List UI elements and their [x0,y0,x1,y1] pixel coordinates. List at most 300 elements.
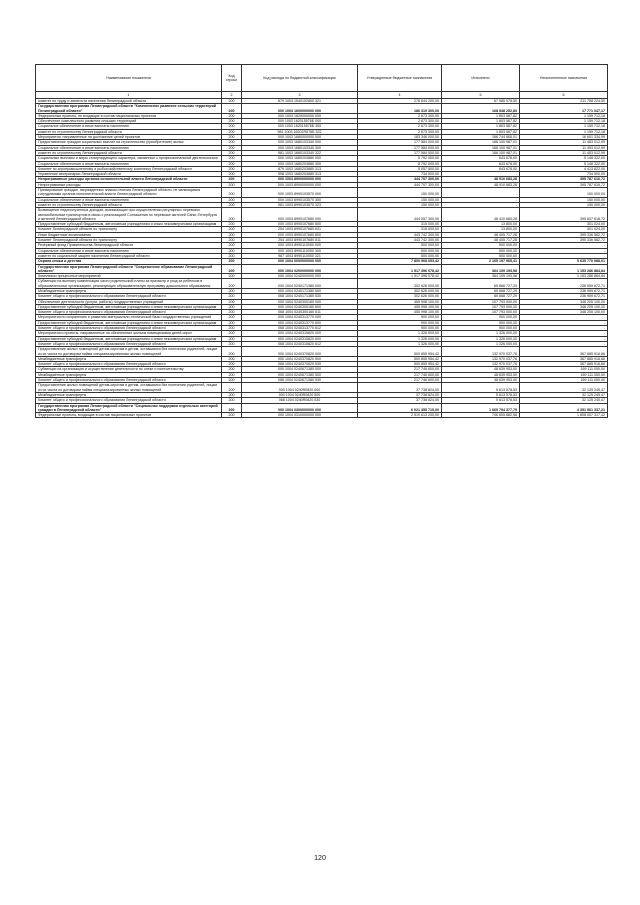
cell-approved: 278 844 200,00 [358,99,442,104]
cell-approved: 7 800 968 653,42 [358,259,442,264]
cell-executed: 900 000,00 [442,326,520,331]
cell-name: Предоставление жилых помещений детям-сиротам и детям, оставшимся без попечения родителей, лицам из их числа по договорам найма специализированных жилых помещений [36,383,222,393]
cell-executed: 107 793 000,00 [442,310,520,315]
cell-row-code: 200 [222,248,242,253]
cell-approved: 37 738 824,00 [358,383,442,393]
cell-kbk: 000 1003 8990107680 800 [242,232,358,237]
cell-executed: 500 000,00 [442,253,520,258]
cell-approved: 455 998 100,00 [358,304,442,309]
cell-executed: 48 405 717,28 [442,238,520,243]
cell-name: Межбюджетные трансферты [36,288,222,293]
cell-approved: 2 519 613 200,00 [358,413,442,418]
cell-kbk: 000 1003 1680103340 300 [242,145,358,150]
cell-kbk: 000 1004 0200000000 000 [242,264,358,274]
cell-name: Непрограммные расходы органов исполнительной власти Ленинградской области [36,177,222,182]
column-index: 2 [222,92,242,99]
cell-kbk: 000 1004 0240000000 000 [242,274,358,279]
cell-row-code: 200 [222,222,242,227]
cell-remaining: 32 125 245,47 [520,383,608,393]
column-index: 5 [442,92,520,99]
cell-kbk: 068 1004 0240671380 530 [242,378,358,383]
cell-executed: 48 910 683,28 [442,177,520,182]
table-row [36,279,608,289]
cell-name: Межбюджетные трансферты [36,392,222,397]
cell-executed: 132 970 037,76 [442,356,520,361]
cell-name: Комитет общего и профессионального образования Ленинградской области [36,294,222,299]
cell-approved: 150 000,00 [358,188,442,198]
cell-kbk: 000 1003 8900000000 000 [242,177,358,182]
cell-remaining: 1 808 007 317,42 [520,413,608,418]
cell-kbk: 000 1004 0240671380 500 [242,372,358,377]
cell-remaining: 11 483 012,99 [520,140,608,145]
cell-remaining: 1 159 712,18 [520,129,608,134]
cell-executed: 1 803 587,82 [442,113,520,118]
cell-remaining: 301 024,00 [520,227,608,232]
cell-name: Предоставление граждан социальных выплат на строительство (приобретение) жилья [36,140,222,145]
cell-executed: 48 639 953,00 [442,378,520,383]
cell-executed: 5 613 578,53 [442,398,520,403]
cell-name: Социальное обеспечение и иные выплаты населению [36,124,222,129]
cell-kbk: 068 1004 0240R0820 530 [242,398,358,403]
cell-kbk: 254 1003 8990107680 811 [242,238,358,243]
cell-name: Предоставление жилых помещений детям-сиротам и детям, оставшимся без попечения родителей, лицам из их числа по договорам найма специализированных жилых помещений [36,347,222,357]
cell-approved: 1 326 000,00 [358,331,442,336]
cell-name: Предоставление субсидий бюджетным, автономным учреждениям и иным некоммерческим организациям [36,222,222,227]
cell-executed: 643 678,00 [442,166,520,171]
report-sheet [35,64,607,418]
cell-remaining: 1 153 286 884,84 [520,274,608,279]
cell-row-code: 200 [222,299,242,304]
cell-remaining: 395 637 616,72 [520,208,608,222]
cell-remaining: 32 125 245,47 [520,398,608,403]
cell-remaining: 236 959 672,71 [520,294,608,299]
cell-executed: 48 910 683,28 [442,182,520,187]
cell-remaining: - [520,243,608,248]
cell-executed: 166 744 665,01 [442,135,520,140]
cell-row-code: 200 [222,403,242,413]
cell-name: Межбюджетные трансферты [36,372,222,377]
cell-name: комитет по социальной защите населения Ленинградской области [36,253,222,258]
cell-executed: 107 793 000,00 [442,299,520,304]
cell-name: Социальное обеспечение и иные выплаты населению [36,197,222,202]
page-number: 120 [314,855,326,862]
cell-row-code: 200 [222,253,242,258]
cell-kbk: 000 1003 162015576Б 300 [242,124,358,129]
cell-name: Возмещение недополученных доходов, возникающих при осуществлении регулярных перевозок автомобильным транспортом в связи с реализацией Соглашения по перевозке жителей Санкт-Петербурга и жителей Ленинградской области [36,208,222,222]
cell-approved: 302 626 000,00 [358,294,442,299]
cell-executed: 168 548 252,83 [442,104,520,114]
cell-row-code: 200 [222,113,242,118]
cell-executed: 900 000,00 [442,315,520,320]
cell-remaining: 4 413 822,00 [520,166,608,171]
cell-remaining: 150 000,00 [520,197,608,202]
cell-executed: 166 100 987,01 [442,150,520,155]
cell-remaining: 169 111 050,00 [520,378,608,383]
table-header [36,65,608,92]
cell-row-code: 200 [222,104,242,114]
cell-kbk: 000 1003 8990000000 000 [242,182,358,187]
cell-row-code: 200 [222,99,242,104]
cell-remaining: 11 453 012,99 [520,150,608,155]
cell-executed: 65 668 727,29 [442,279,520,289]
cell-executed: 132 970 037,76 [442,347,520,357]
cell-approved: 444 707 300,00 [358,182,442,187]
cell-approved: 177 584 000,00 [358,145,442,150]
cell-name: Комитет общего и профессионального образования Ленинградской области [36,378,222,383]
cell-name: Комитет общего и профессионального образования Ленинградской области [36,398,222,403]
cell-approved: 150 000,00 [358,197,442,202]
cell-remaining: - [520,248,608,253]
cell-name: Социальное обеспечение и иные выплаты населению [36,248,222,253]
cell-name: Предоставление субсидий бюджетным, автономным учреждениям и иным некоммерческим организациям [36,304,222,309]
cell-kbk: 000 1003 8990107680 600 [242,222,358,227]
cell-row-code: 200 [222,177,242,182]
cell-approved: 150 000,00 [358,202,442,207]
cell-executed: 364 109 193,58 [442,274,520,279]
cell-name: Предоставление субсидий бюджетным, автономным учреждениям и иным некоммерческим организациям [36,320,222,325]
table-row [36,208,608,222]
cell-remaining: 5 635 770 988,01 [520,259,608,264]
cell-approved: 186 319 300,00 [358,104,442,114]
cell-kbk: 000 1004 0240313770 600 [242,320,358,325]
cell-executed: 1 326 000,00 [442,331,520,336]
cell-remaining: 211 758 224,50 [520,99,608,104]
cell-name: Управление ветеринарии Ленинградской области [36,172,222,177]
cell-kbk: 000 1003 8990110050 000 [242,243,358,248]
cell-remaining: - [520,336,608,341]
cell-executed: 48 639 953,00 [442,367,520,372]
cell-kbk: 879 1003 1540152800 321 [242,99,358,104]
cell-approved: 444 707 300,00 [358,177,442,182]
cell-row-code: 200 [222,145,242,150]
cell-approved: 315 000,00 [358,222,442,227]
cell-kbk: 000 1003 8990103570 300 [242,197,358,202]
table-row [36,188,608,198]
cell-row-code: 200 [222,259,242,264]
cell-row-code: 200 [222,413,242,418]
cell-row-code: 200 [222,172,242,177]
cell-remaining: 395 336 582,72 [520,232,608,237]
cell-executed: 13 800,00 [442,227,520,232]
cell-approved: 2 673 300,00 [358,129,442,134]
cell-row-code: 200 [222,202,242,207]
cell-row-code: 200 [222,294,242,299]
cell-name: Социальное обеспечение и иные выплаты населению [36,145,222,150]
cell-kbk: 000 1004 0240300160 600 [242,304,358,309]
cell-remaining: 367 885 916,66 [520,362,608,367]
column-index: 1 [36,92,222,99]
cell-name: Субвенции на выплату компенсации части родительской платы за присмотр и уход за ребенком в образовательных организациях, реализующих образовательную программу дошкольного образования [36,279,222,289]
cell-row-code: 200 [222,227,242,232]
cell-remaining: 169 111 050,00 [520,372,608,377]
cell-name: Комитет Ленинградской области по транспорту [36,238,222,243]
cell-approved: 5 057 500,00 [358,166,442,171]
cell-name: комитет по строительству Ленинградской области [36,202,222,207]
cell-remaining: 32 125 245,47 [520,392,608,397]
cell-kbk: 000 1004 0240171380 500 [242,288,358,293]
cell-executed: - [442,197,520,202]
cell-remaining: 5 148 322,00 [520,156,608,161]
cell-executed: 364 109 193,58 [442,264,520,274]
cell-remaining: - [520,331,608,336]
cell-name: Государственная программа Ленинградской области "Социальная поддержка отдельных категорий граждан в Ленинградской области" [36,403,222,413]
cell-approved: 217 746 600,00 [358,367,442,372]
cell-name: Резервный фонд Правительства Ленинградской области [36,243,222,248]
cell-remaining: 16 601 334,99 [520,135,608,140]
header-name: Наименование показателя [36,65,222,92]
cell-row-code: 200 [222,372,242,377]
cell-name: Мероприятия, направленные на достижение целей проектов [36,135,222,140]
cell-row-code: 200 [222,310,242,315]
cell-remaining: - [520,253,608,258]
cell-name: Комитет общего и профессионального образования Ленинградской области [36,362,222,367]
cell-executed: 65 668 727,29 [442,294,520,299]
cell-approved: 183 346 000,00 [358,135,442,140]
cell-approved: 2 673 300,00 [358,124,442,129]
cell-remaining: 1 159 712,18 [520,119,608,124]
cell-approved: 1 517 396 078,42 [358,274,442,279]
cell-executed: 5 613 578,53 [442,392,520,397]
cell-row-code: 200 [222,135,242,140]
cell-row-code: 200 [222,129,242,134]
cell-row-code: 200 [222,243,242,248]
cell-approved: 2 673 300,00 [358,113,442,118]
cell-row-code: 200 [222,264,242,274]
cell-executed: - [442,172,520,177]
cell-row-code: 200 [222,150,242,155]
cell-kbk: 000 1004 0240R0820 000 [242,383,358,393]
cell-kbk: 000 1004 0300000000 000 [242,403,358,413]
cell-kbk: 000 1004 0240315820 000 [242,331,358,336]
cell-remaining: 348 205 100,00 [520,304,608,309]
cell-approved: 500 000,00 [358,243,442,248]
cell-remaining: 395 787 616,72 [520,177,608,182]
cell-name: Комитет общего и профессионального образования Ленинградской области [36,310,222,315]
cell-kbk: 000 1003 1680203880 300 [242,161,358,166]
cell-remaining: 236 959 672,71 [520,288,608,293]
cell-row-code: 200 [222,156,242,161]
cell-row-code: 200 [222,208,242,222]
cell-kbk: 068 1004 0240171380 530 [242,294,358,299]
cell-row-code: 200 [222,166,242,171]
cell-approved: 1 326 000,00 [358,336,442,341]
cell-executed: 643 678,00 [442,161,520,166]
cell-kbk: 998 1003 1680203880 313 [242,172,358,177]
cell-name: Комплексы процессных мероприятий [36,274,222,279]
cell-remaining: 348 205 100,00 [520,310,608,315]
table-row [36,104,608,114]
cell-approved: 177 584 000,00 [358,150,442,155]
cell-approved: 217 746 600,00 [358,378,442,383]
cell-approved: 2 673 300,00 [358,119,442,124]
cell-row-code: 200 [222,274,242,279]
cell-kbk: 000 1004 0240171380 000 [242,279,358,289]
cell-remaining: 11 453 012,99 [520,145,608,150]
cell-name: Обеспечение комплексного развития сельских территорий [36,119,222,124]
cell-kbk: 000 1003 1620000000 000 [242,113,358,118]
cell-row-code: 200 [222,331,242,336]
cell-executed: 900 000,00 [442,320,520,325]
cell-row-code: 200 [222,347,242,357]
cell-kbk: 987 1003 8990110050 321 [242,253,358,258]
table-row [36,413,608,418]
cell-executed: 1 803 587,82 [442,119,520,124]
cell-remaining: 367 885 916,66 [520,356,608,361]
cell-approved: 900 000,00 [358,315,442,320]
cell-kbk: 068 1004 0240300160 611 [242,310,358,315]
cell-executed: 1 803 587,82 [442,129,520,134]
cell-row-code: 200 [222,232,242,237]
cell-executed: 48 410 683,28 [442,208,520,222]
cell-name: Обеспечение деятельности (услуги, работы) государственных учреждений [36,299,222,304]
cell-executed: - [442,188,520,198]
cell-remaining: 1 153 286 884,84 [520,264,608,274]
cell-kbk: 000 1003 162015576Б 000 [242,119,358,124]
cell-kbk: 000 1004 0240370820 500 [242,356,358,361]
cell-row-code: 200 [222,336,242,341]
cell-executed: 107 793 000,00 [442,304,520,309]
cell-kbk: 000 1003 1680203880 000 [242,156,358,161]
cell-row-code: 200 [222,326,242,331]
cell-approved: 37 738 824,00 [358,392,442,397]
cell-approved: 177 584 000,00 [358,140,442,145]
cell-name: Премирование граждан, награжденных знаком отличия Ленинградской области, не являющимся сотрудниками органов исполнительной власти Ленинградской области [36,188,222,198]
cell-remaining: 150 000,00 [520,188,608,198]
cell-kbk: 981 1003 1680103340 322 [242,150,358,155]
cell-executed: 13 800,00 [442,222,520,227]
cell-remaining: 395 336 582,72 [520,238,608,243]
cell-approved: 302 626 000,00 [358,279,442,289]
cell-name: Предоставление субсидий бюджетным, автономным учреждениям и иным некоммерческим организациям [36,336,222,341]
cell-approved: 444 057 300,00 [358,208,442,222]
cell-remaining: 236 959 672,71 [520,279,608,289]
cell-row-code: 200 [222,182,242,187]
cell-name: Мероприятия и проекты, направленные на обеспечение жильем помещениями детей-сирот [36,331,222,336]
cell-approved: 500 000,00 [358,253,442,258]
cell-name: комитет по строительству Ленинградской области [36,129,222,134]
table-row [36,383,608,393]
cell-remaining: 734 500,00 [520,172,608,177]
cell-approved: 500 855 954,42 [358,356,442,361]
cell-remaining: - [520,341,608,346]
cell-remaining: 301 024,00 [520,222,608,227]
cell-executed: 1 326 000,00 [442,336,520,341]
cell-name: Субвенции на организацию и осуществление деятельности по опеке и попечительству [36,367,222,372]
cell-name: Комитет по агропромышленному и рыбохозяйственному комплексу Ленинградской области [36,166,222,171]
cell-name: Комитет общего и профессионального образования Ленинградской области [36,341,222,346]
cell-kbk: 981 1003 8990103570 323 [242,202,358,207]
cell-approved: 1 326 000,00 [358,341,442,346]
cell-row-code: 200 [222,124,242,129]
cell-name: Непрограммные расходы [36,182,222,187]
cell-executed: 500 000,00 [442,243,520,248]
cell-executed: 67 085 975,50 [442,99,520,104]
cell-name: Государственная программа Ленинградской области "Комплексное развитие сельских территорий Ленинградской области" [36,104,222,114]
cell-name: Социальные выплаты и меры стимулирующего характера, связанные с профессиональной деятельностью [36,156,222,161]
cell-kbk: 000 1004 0240671380 000 [242,367,358,372]
cell-name: Комитет Ленинградской области по транспорту [36,227,222,232]
cell-executed: 5 613 578,53 [442,383,520,393]
cell-row-code: 200 [222,392,242,397]
cell-row-code: 200 [222,161,242,166]
cell-executed: 48 405 717,28 [442,232,520,237]
cell-name: Социальное обеспечение и иные выплаты населению [36,161,222,166]
cell-remaining: 17 771 047,17 [520,104,608,114]
cell-approved: 455 998 100,00 [358,299,442,304]
cell-kbk: 879 1003 1680203880 313 [242,166,358,171]
cell-remaining: 4 351 561 337,21 [520,403,608,413]
cell-executed: 166 100 987,01 [442,140,520,145]
cell-executed: - [442,202,520,207]
budget-execution-table [35,64,608,418]
cell-remaining: 367 885 916,66 [520,347,608,357]
cell-remaining: 1 159 712,18 [520,113,608,118]
cell-remaining: 169 111 050,00 [520,367,608,372]
cell-row-code: 200 [222,362,242,367]
cell-executed: 166 100 987,01 [442,145,520,150]
cell-remaining: 348 205 100,00 [520,299,608,304]
cell-kbk: 000 1004 0240300160 000 [242,299,358,304]
cell-kbk: 000 1003 8990103570 000 [242,188,358,198]
table-body [36,92,608,418]
table-row [36,264,608,274]
column-index: 3 [242,92,358,99]
cell-row-code: 200 [222,279,242,289]
cell-remaining: - [520,315,608,320]
cell-approved: 500 000,00 [358,248,442,253]
cell-approved: 302 626 000,00 [358,288,442,293]
cell-kbk: 000 1004 0000000000 000 [242,259,358,264]
table-row [36,347,608,357]
cell-row-code: 200 [222,383,242,393]
cell-approved: 500 855 954,42 [358,362,442,367]
column-index: 6 [520,92,608,99]
cell-approved: 443 742 300,00 [358,238,442,243]
cell-approved: 443 742 300,00 [358,232,442,237]
header-executed: Исполнено [442,65,520,92]
cell-kbk: 000 1003 1680103340 000 [242,140,358,145]
cell-name: Комитет общего и профессионального образования Ленинградской области [36,326,222,331]
cell-row-code: 200 [222,341,242,346]
cell-row-code: 200 [222,119,242,124]
cell-row-code: 200 [222,356,242,361]
cell-row-code: 200 [222,378,242,383]
cell-executed: 48 639 953,00 [442,372,520,377]
cell-executed: 706 605 882,58 [442,413,520,418]
cell-kbk: 000 1004 0240370820 000 [242,347,358,357]
cell-kbk: 000 1003 1680000000 000 [242,135,358,140]
cell-approved: 5 792 000,00 [358,161,442,166]
cell-row-code: 200 [222,304,242,309]
cell-kbk: 000 1003 8990107680 000 [242,208,358,222]
table-row [36,403,608,413]
cell-kbk: 000 1004 0240313770 000 [242,315,358,320]
cell-remaining: 395 787 616,72 [520,182,608,187]
cell-name: Федеральные проекты, входящие в состав национальных проектов [36,413,222,418]
cell-kbk: 000 1003 8990110050 300 [242,248,358,253]
cell-name: Государственная программа Ленинградской области "Современное образование Ленинградской области" [36,264,222,274]
cell-approved: 455 998 100,00 [358,310,442,315]
cell-approved: 217 746 600,00 [358,372,442,377]
cell-row-code: 200 [222,197,242,202]
cell-row-code: 200 [222,398,242,403]
cell-kbk: 068 1004 0240313770 612 [242,326,358,331]
header-kbk: Код расхода по бюджетной классификации [242,65,358,92]
cell-row-code: 200 [222,140,242,145]
cell-approved: 37 738 824,00 [358,398,442,403]
cell-executed: 1 326 000,00 [442,341,520,346]
cell-kbk: 068 1004 0240370820 530 [242,362,358,367]
